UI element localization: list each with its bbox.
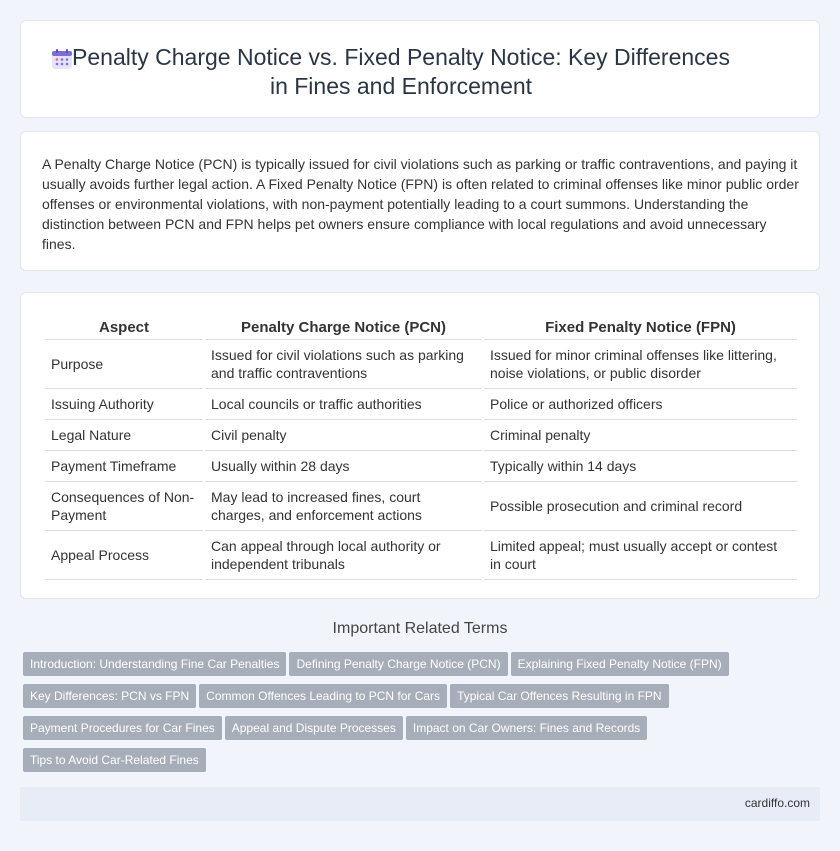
table-row	[45, 482, 797, 531]
table-cell: Local councils or traffic authorities	[205, 389, 482, 420]
related-term-tag[interactable]: Common Offences Leading to PCN for Cars	[199, 684, 447, 708]
intro-paragraph: A Penalty Charge Notice (PCN) is typically issued for civil violations such as parking or traffic contraventions, and paying it usually avoids further legal action. A Fixed Penalty Notice (FPN) is often related to criminal offenses like minor public order offenses or environmental violations, with non-payment potentially leading to a court summons. Understanding the distinction between PCN and FPN helps pet owners ensure compliance with local regulations and avoid unnecessary fines.	[42, 156, 799, 252]
table-row	[45, 389, 797, 420]
related-terms-title: Important Related Terms	[332, 620, 508, 637]
related-term-tag[interactable]: Payment Procedures for Car Fines	[23, 716, 222, 740]
table-cell: Issuing Authority	[45, 389, 203, 420]
table-cell: Payment Timeframe	[45, 451, 203, 482]
table-cell: Issued for minor criminal offenses like littering, noise violations, or public disorder	[484, 340, 797, 389]
table-cell: Purpose	[45, 340, 203, 389]
table-row	[45, 340, 797, 389]
table-header-row	[45, 313, 797, 340]
related-term-tag[interactable]: Defining Penalty Charge Notice (PCN)	[289, 652, 507, 676]
intro-card	[20, 131, 820, 271]
table-cell: Consequences of Non-Payment	[45, 482, 203, 531]
table-row	[45, 531, 797, 580]
comparison-table	[43, 313, 799, 580]
table-cell: Possible prosecution and criminal record	[484, 482, 797, 531]
header-fpn: Fixed Penalty Notice (FPN)	[484, 313, 797, 340]
table-cell: Civil penalty	[205, 420, 482, 451]
related-term-tag[interactable]: Appeal and Dispute Processes	[225, 716, 403, 740]
footer-site-link[interactable]: cardiffo.com	[744, 796, 810, 810]
page-title: Penalty Charge Notice vs. Fixed Penalty Notice: Key Differences in Fines and Enforcement	[72, 44, 730, 99]
footer	[20, 787, 820, 821]
related-term-tag[interactable]: Impact on Car Owners: Fines and Records	[406, 716, 647, 740]
related-term-tag[interactable]: Tips to Avoid Car-Related Fines	[23, 748, 206, 772]
comparison-card	[20, 292, 820, 599]
header-aspect: Aspect	[45, 313, 203, 340]
table-cell: Limited appeal; must usually accept or contest in court	[484, 531, 797, 580]
related-term-tag[interactable]: Typical Car Offences Resulting in FPN	[450, 684, 669, 708]
table-cell: Legal Nature	[45, 420, 203, 451]
related-terms-list	[23, 652, 823, 780]
title-card	[20, 20, 820, 118]
related-term-tag[interactable]: Explaining Fixed Penalty Notice (FPN)	[511, 652, 729, 676]
table-row	[45, 451, 797, 482]
related-term-tag[interactable]: Key Differences: PCN vs FPN	[23, 684, 196, 708]
table-cell: Usually within 28 days	[205, 451, 482, 482]
table-cell: Appeal Process	[45, 531, 203, 580]
table-cell: Typically within 14 days	[484, 451, 797, 482]
header-pcn: Penalty Charge Notice (PCN)	[205, 313, 482, 340]
table-cell: Criminal penalty	[484, 420, 797, 451]
table-cell: Issued for civil violations such as parking and traffic contraventions	[205, 340, 482, 389]
table-cell: Police or authorized officers	[484, 389, 797, 420]
table-cell: May lead to increased fines, court charges, and enforcement actions	[205, 482, 482, 531]
table-row	[45, 420, 797, 451]
related-term-tag[interactable]: Introduction: Understanding Fine Car Penalties	[23, 652, 286, 676]
table-cell: Can appeal through local authority or independent tribunals	[205, 531, 482, 580]
